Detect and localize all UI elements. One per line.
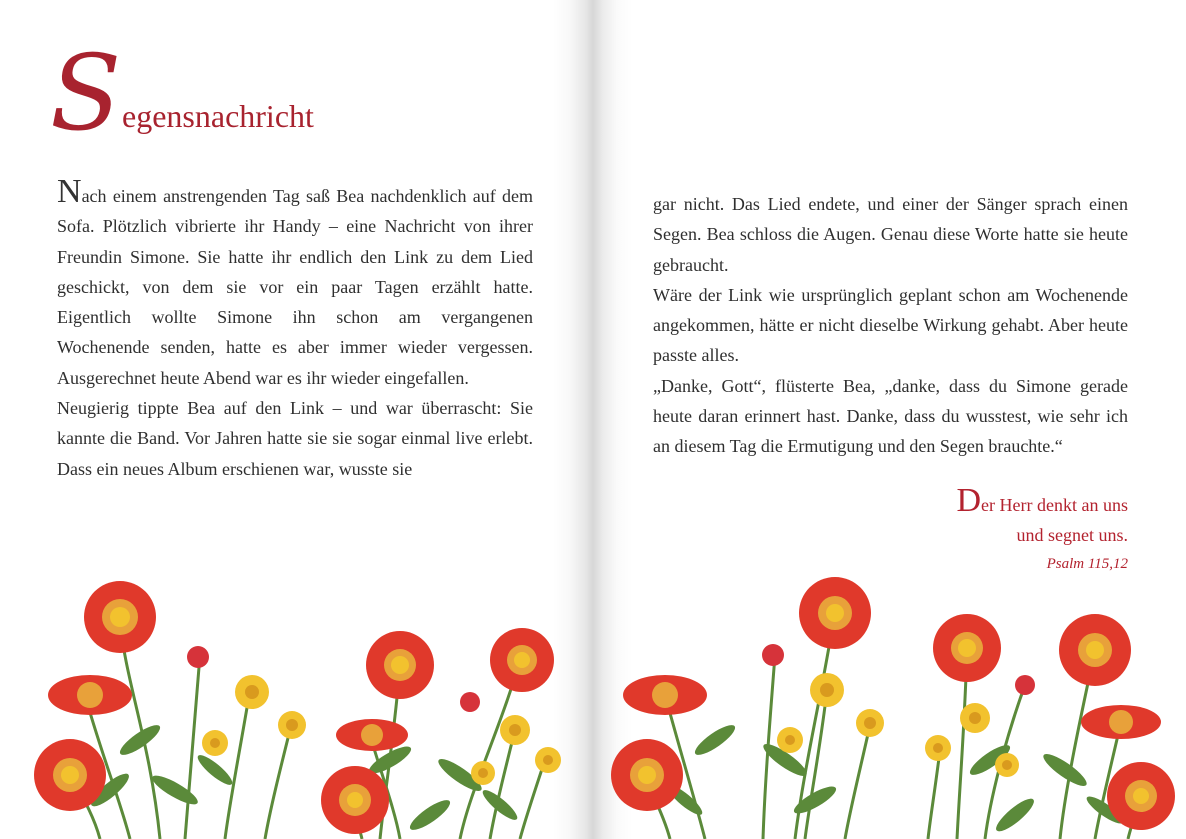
left-paragraph-1 xyxy=(57,173,533,393)
left-paragraph-2: Neugierig tippte Bea auf den Link – und war überrascht: Sie kannte die Band. Vor Jahren hatte sie sie sogar einmal live erlebt. Dass ein neues Album erschienen war, wusste sie xyxy=(57,398,533,479)
verse-line-1 xyxy=(956,482,1128,520)
verse-line-2: und segnet uns. xyxy=(1016,525,1128,545)
verse-line-1-text: er Herr denkt an uns xyxy=(981,495,1128,515)
left-paragraph-1-text: ach einem anstrengenden Tag saß Bea nachdenklich auf dem Sofa. Plötzlich vibrierte ihr Handy – eine Nachricht von ihrer Freundin Simone. Sie hatte ihr endlich den Link zu dem Lied geschickt, von dem sie vor ein paar Tagen erzählt hatte. Eigentlich wollte Simone ihn schon am vergangenen Wochenende senden, hatte es aber immer wieder vergessen. Ausgerechnet heute Abend war es ihr wieder eingefallen. xyxy=(57,186,533,388)
drop-cap: N xyxy=(57,173,82,210)
leaves xyxy=(664,721,1126,836)
thistle-buds xyxy=(187,646,480,712)
verse-reference: Psalm 115,12 xyxy=(1046,556,1128,572)
right-page-text xyxy=(653,189,1128,462)
left-page-text xyxy=(57,173,533,484)
right-paragraph-3: „Danke, Gott“, flüsterte Bea, „danke, dass du Simone gerade heute daran erinnert hast. Danke, dass du wusstest, wie sehr ich an diesem Tag die Ermutigung und den Segen brauchte.“ xyxy=(653,375,1128,457)
flowers-right-svg xyxy=(595,560,1186,839)
flower-illustration-left xyxy=(0,560,575,839)
right-paragraph-2: Wäre der Link wie ursprünglich geplant schon am Wochenende angekommen, hätte er nicht dieselbe Wirkung gehabt. Aber heute passte alles. xyxy=(653,284,1128,366)
flowers-left-svg xyxy=(0,560,575,839)
page-title xyxy=(50,32,370,154)
verse-initial: D xyxy=(956,482,982,519)
title-text: egensnachricht xyxy=(122,98,314,134)
title-initial: S xyxy=(50,32,122,154)
flower-illustration-right xyxy=(595,560,1186,839)
right-paragraph-1: gar nicht. Das Lied endete, und einer der Sänger sprach einen Segen. Bea schloss die Augen. Genau diese Worte hatte sie heute gebraucht. xyxy=(653,194,1128,275)
stems xyxy=(70,620,545,839)
red-flowers xyxy=(611,577,1175,830)
